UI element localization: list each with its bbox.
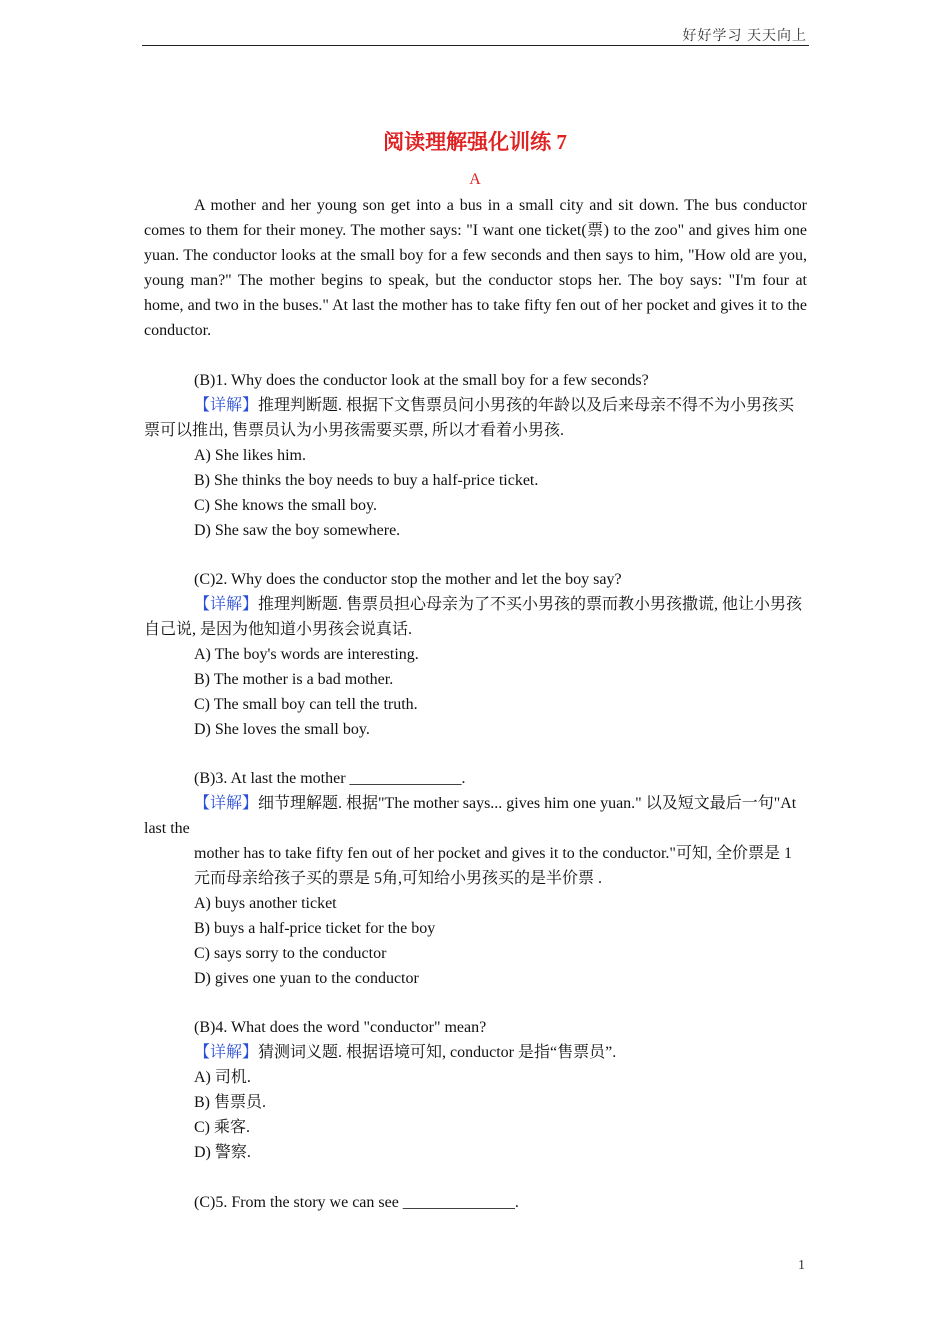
question-4 xyxy=(144,1015,807,1165)
explanation-text: mother has to take fifty fen out of her pocket and gives it to the conductor."可知, 全价票是 1 元而母亲给孩子买的票是 5角,可知给小男孩买的是半价票 . xyxy=(194,845,792,887)
question-explanation xyxy=(144,592,807,642)
page-number: 1 xyxy=(798,1258,805,1273)
header-divider xyxy=(142,45,809,46)
question-2 xyxy=(144,567,807,742)
option-d: D) She saw the boy somewhere. xyxy=(194,522,401,539)
option-c: C) 乘客. xyxy=(194,1119,251,1136)
explanation-tag: 【详解】 xyxy=(194,397,259,414)
option-a: A) 司机. xyxy=(194,1069,251,1086)
option-c: C) says sorry to the conductor xyxy=(194,945,387,962)
question-explanation xyxy=(144,1040,807,1065)
question-1 xyxy=(144,368,807,543)
explanation-text: 猜测词义题. 根据语境可知, conductor 是指“售票员”. xyxy=(258,1044,617,1061)
option-b: B) 售票员. xyxy=(194,1094,267,1111)
question-stem: (B)1. Why does the conductor look at the small boy for a few seconds? xyxy=(194,372,649,389)
page-title: 阅读理解强化训练 7 xyxy=(383,130,567,154)
question-explanation xyxy=(144,393,807,443)
header-motto: 好好学习 天天向上 xyxy=(682,29,807,44)
question-stem: (C)2. Why does the conductor stop the mother and let the boy say? xyxy=(194,571,622,588)
question-explanation xyxy=(144,791,807,841)
question-stem: (B)4. What does the word "conductor" mean? xyxy=(194,1019,487,1036)
option-c: C) She knows the small boy. xyxy=(194,497,377,514)
option-d: D) gives one yuan to the conductor xyxy=(194,970,419,987)
question-3 xyxy=(144,766,807,991)
option-b: B) She thinks the boy needs to buy a half-price ticket. xyxy=(194,472,539,489)
explanation-tag: 【详解】 xyxy=(194,1044,259,1061)
option-b: B) The mother is a bad mother. xyxy=(194,671,394,688)
question-explanation-continued xyxy=(144,841,807,891)
option-a: A) She likes him. xyxy=(194,447,306,464)
question-stem: (C)5. From the story we can see ______________. xyxy=(194,1194,519,1211)
explanation-text: 推理判断题. 售票员担心母亲为了不买小男孩的票而教小男孩撒谎, 他让小男孩自己说, 是因为他知道小男孩会说真话. xyxy=(144,596,803,638)
option-b: B) buys a half-price ticket for the boy xyxy=(194,920,436,937)
option-d: D) 警察. xyxy=(194,1144,251,1161)
explanation-text: 细节理解题. 根据"The mother says... gives him one yuan." 以及短文最后一句"At last the xyxy=(144,795,797,837)
option-d: D) She loves the small boy. xyxy=(194,721,370,738)
option-c: C) The small boy can tell the truth. xyxy=(194,696,418,713)
explanation-text: 推理判断题. 根据下文售票员问小男孩的年龄以及后来母亲不得不为小男孩买票可以推出, 售票员认为小男孩需要买票, 所以才看着小男孩. xyxy=(144,397,795,439)
option-a: A) buys another ticket xyxy=(194,895,337,912)
reading-passage: A mother and her young son get into a bus in a small city and sit down. The bus conductor comes to them for their money. The mother says: "I want one ticket(票) to the zoo" and gives him one yuan. The conductor looks at the small boy for a few seconds and then says to him, "How old are you, young man?" The mother begins to speak, but the conductor stops her. The boy says: "I'm four at home, and two in the buses." At last the mother has to take fifty fen out of her pocket and gives it to the conductor. xyxy=(144,197,807,339)
question-stem: (B)3. At last the mother ______________. xyxy=(194,770,466,787)
question-5 xyxy=(144,1190,807,1215)
option-a: A) The boy's words are interesting. xyxy=(194,646,419,663)
explanation-tag: 【详解】 xyxy=(194,596,259,613)
section-label: A xyxy=(469,171,481,188)
explanation-tag: 【详解】 xyxy=(194,795,259,812)
